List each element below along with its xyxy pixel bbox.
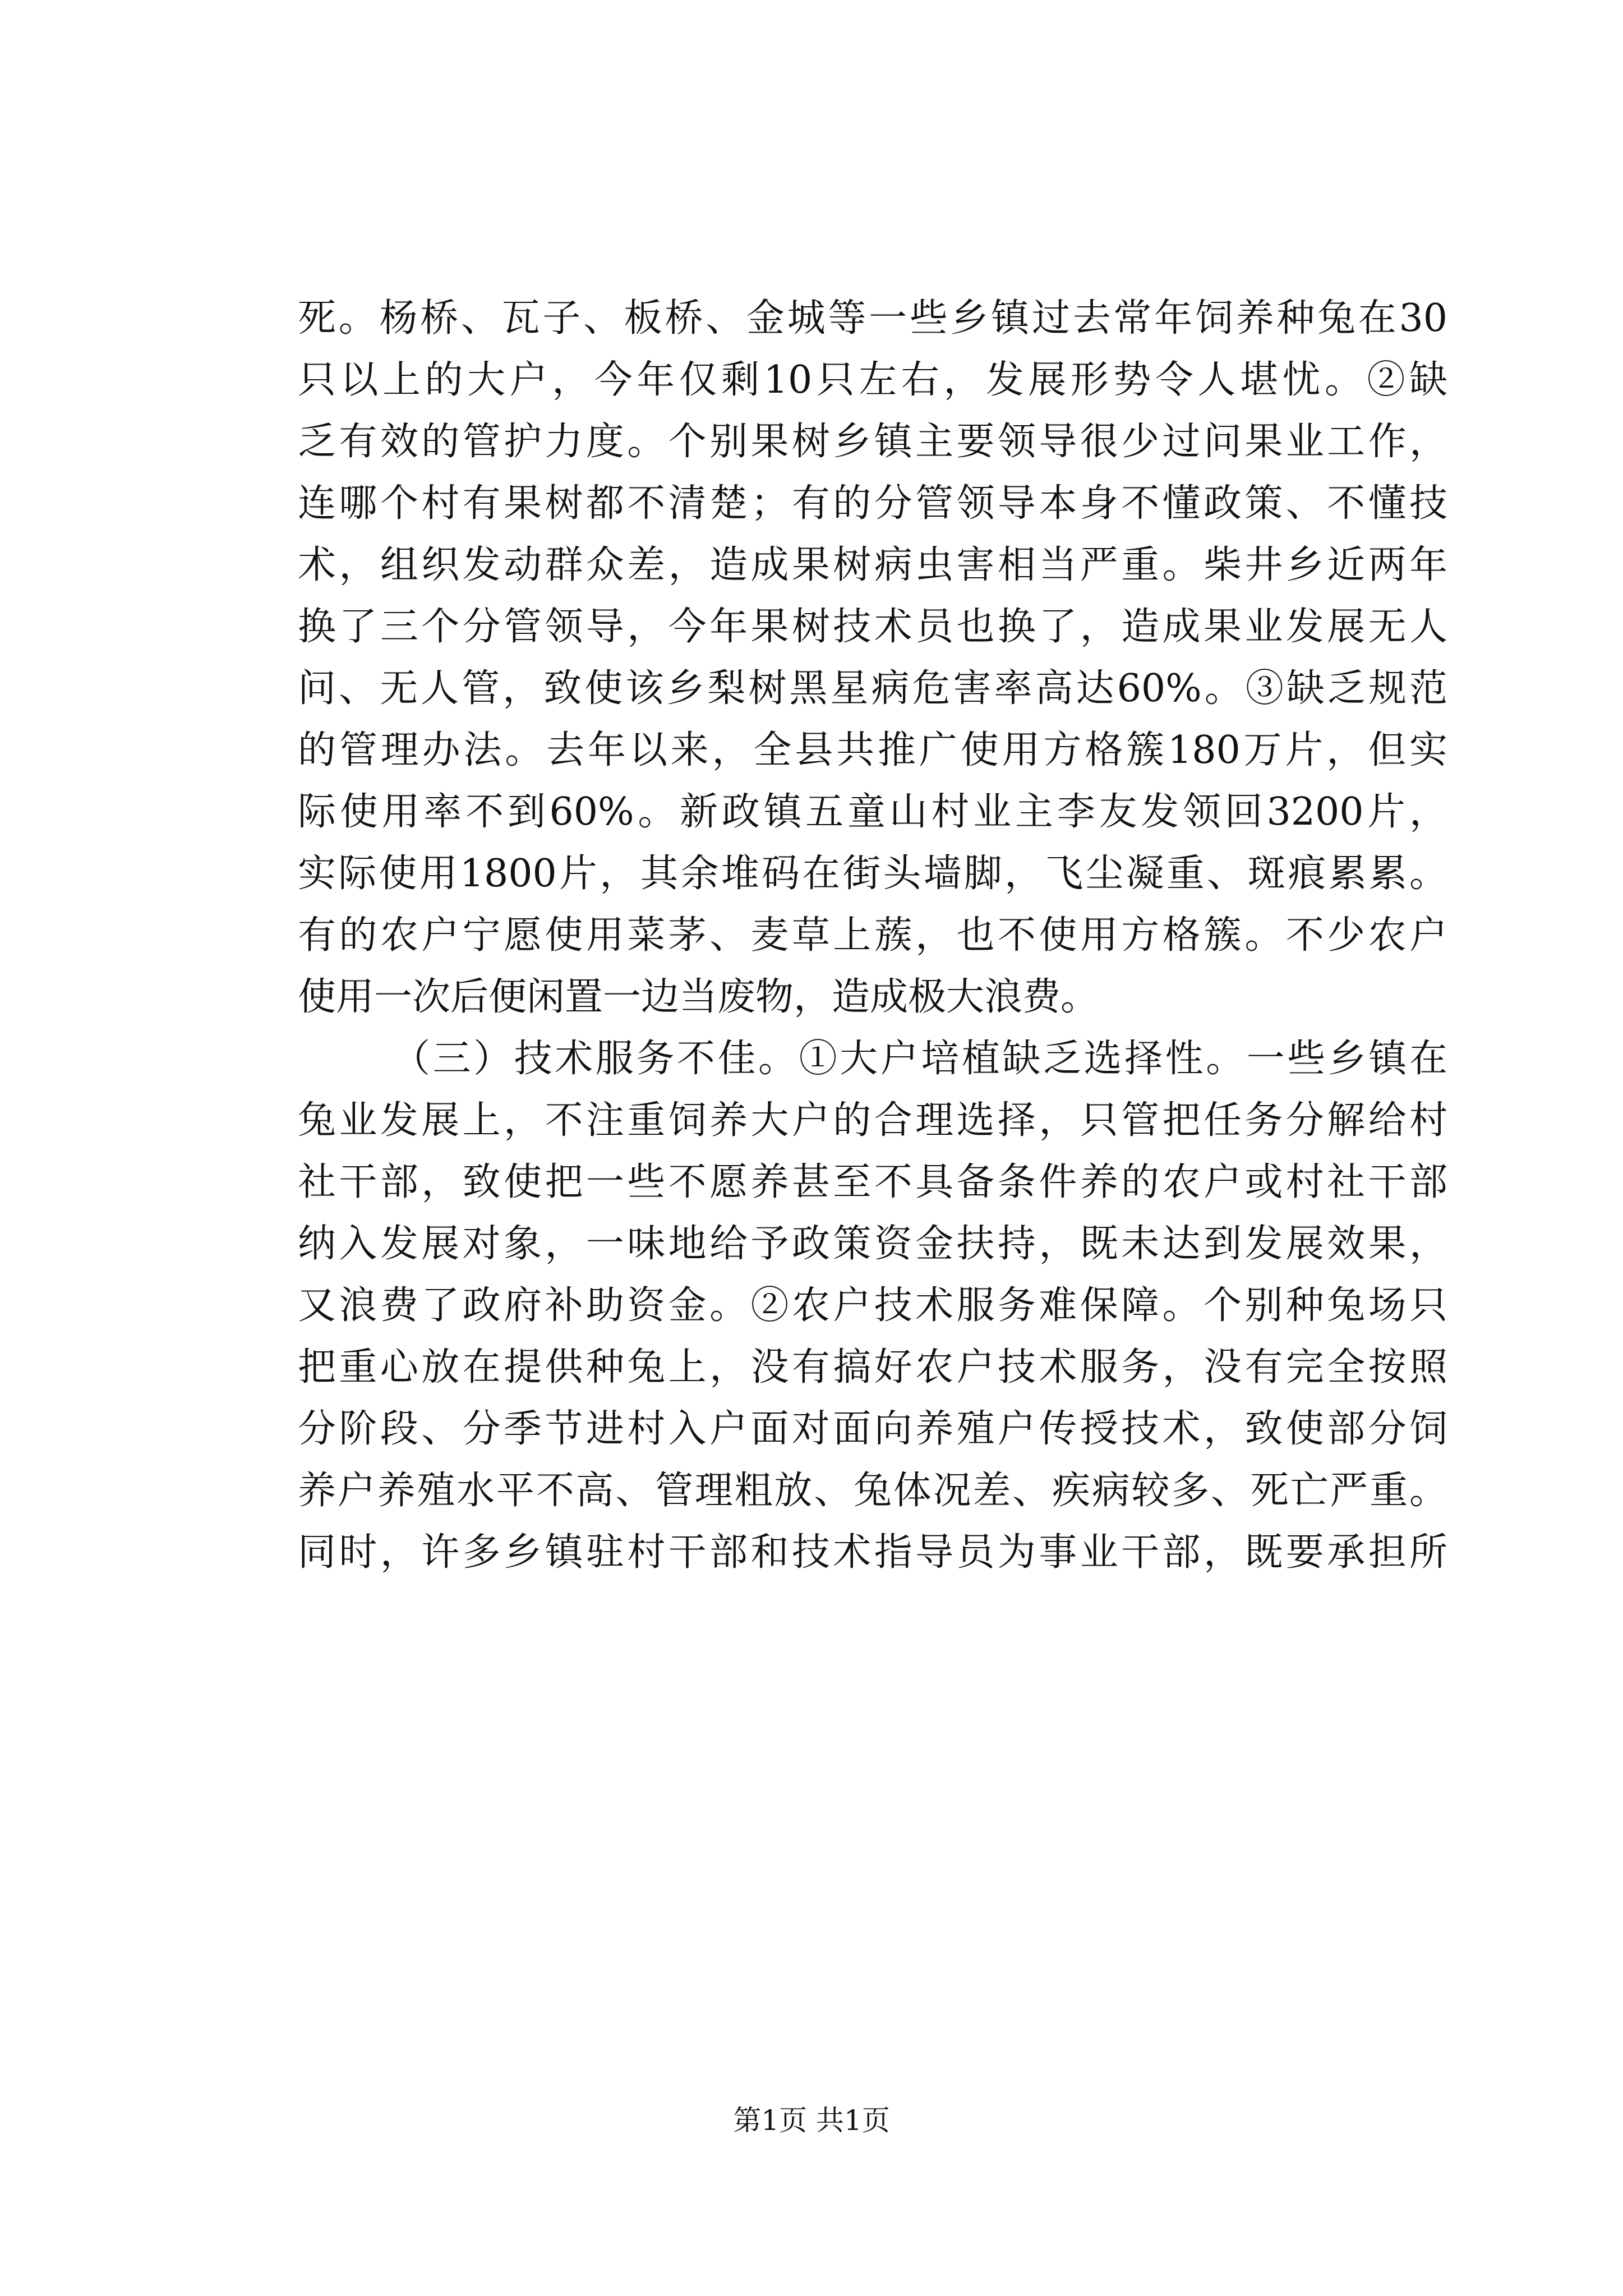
text-line: 问、无人管，致使该乡梨树黑星病危害率高达60%。③缺乏规范	[298, 666, 1447, 711]
text-line: 实际使用1800片，其余堆码在街头墙脚，飞尘凝重、斑痕累累。	[298, 852, 1447, 896]
text-line: 换了三个分管领导，今年果树技术员也换了，造成果业发展无人	[298, 605, 1447, 649]
text-line: 养户养殖水平不高、管理粗放、兔体况差、疾病较多、死亡严重。	[298, 1469, 1447, 1513]
text-line: 又浪费了政府补助资金。②农户技术服务难保障。个别种兔场只	[298, 1283, 1447, 1328]
section-heading-line: （三）技术服务不佳。①大户培植缺乏选择性。一些乡镇在	[392, 1037, 1447, 1081]
text-line: 术，组织发动群众差，造成果树病虫害相当严重。柴井乡近两年	[298, 543, 1447, 587]
text-line: 同时，许多乡镇驻村干部和技术指导员为事业干部，既要承担所	[298, 1530, 1447, 1575]
text-line: 分阶段、分季节进村入户面对面向养殖户传授技术，致使部分饲	[298, 1407, 1447, 1451]
document-body	[298, 288, 1447, 1584]
text-line: 乏有效的管护力度。个别果树乡镇主要领导很少过问果业工作，	[298, 420, 1447, 464]
text-line: 连哪个村有果树都不清楚；有的分管领导本身不懂政策、不懂技	[298, 481, 1447, 526]
page-footer: 第1页 共1页	[733, 2104, 890, 2137]
text-line: 社干部，致使把一些不愿养甚至不具备条件养的农户或村社干部	[298, 1160, 1447, 1204]
text-line: 死。杨桥、瓦子、板桥、金城等一些乡镇过去常年饲养种兔在30	[298, 296, 1447, 341]
text-line: 的管理办法。去年以来，全县共推广使用方格簇180万片，但实	[298, 728, 1447, 772]
text-line: 纳入发展对象，一味地给予政策资金扶持，既未达到发展效果，	[298, 1222, 1447, 1266]
text-line: 把重心放在提供种兔上，没有搞好农户技术服务，没有完全按照	[298, 1345, 1447, 1389]
text-line: 只以上的大户，今年仅剩10只左右，发展形势令人堪忧。②缺	[298, 358, 1447, 402]
text-line: 际使用率不到60%。新政镇五童山村业主李友发领回3200片，	[298, 790, 1447, 834]
text-line: 使用一次后便闲置一边当废物，造成极大浪费。	[298, 975, 1099, 1019]
text-line: 兔业发展上，不注重饲养大户的合理选择，只管把任务分解给村	[298, 1098, 1447, 1143]
text-line: 有的农户宁愿使用菜茅、麦草上蔟，也不使用方格簇。不少农户	[298, 913, 1447, 958]
